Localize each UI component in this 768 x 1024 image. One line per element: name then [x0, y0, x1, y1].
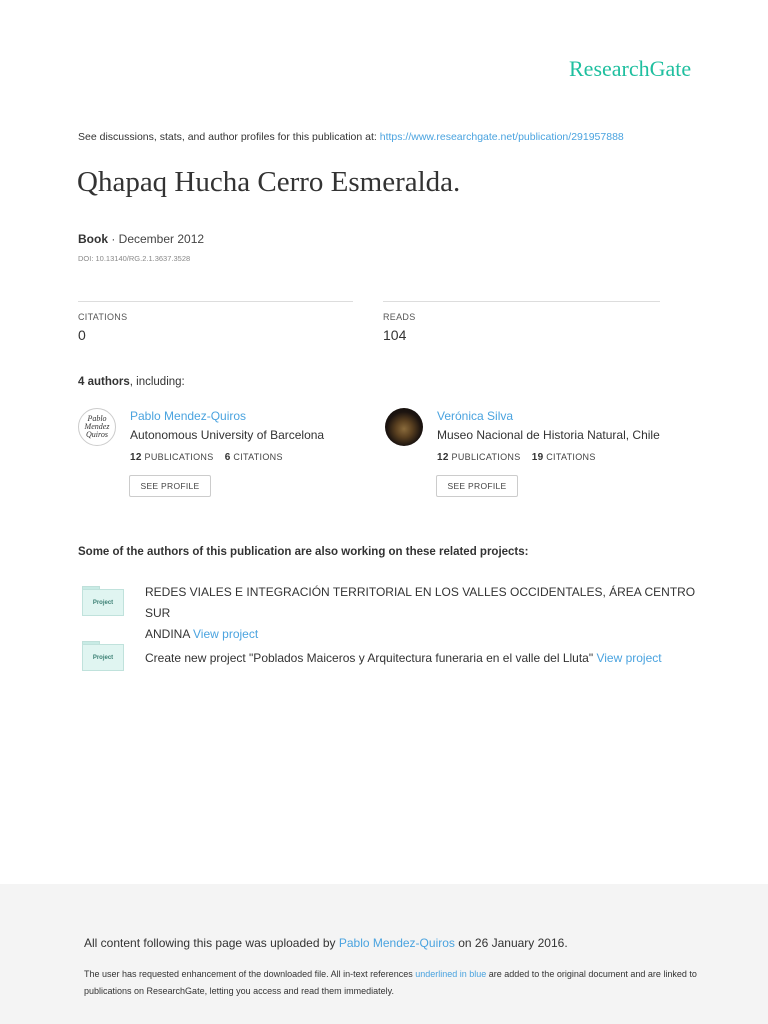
folder-label: Project: [82, 644, 124, 671]
author-citations-label: CITATIONS: [546, 452, 596, 462]
discussion-line: [78, 131, 624, 143]
author-publications-label: PUBLICATIONS: [144, 452, 214, 462]
view-project-link[interactable]: View project: [193, 627, 259, 641]
footer-panel: [0, 884, 768, 1024]
author-citations-label: CITATIONS: [233, 452, 283, 462]
citations-label: CITATIONS: [78, 312, 128, 322]
authors-count: 4 authors: [78, 376, 130, 388]
upload-notice: [84, 936, 568, 950]
view-project-link[interactable]: View project: [596, 651, 662, 665]
avatar-logo-text: Pablo Mendez Quiros: [84, 414, 110, 439]
enhancement-notice: [84, 966, 704, 1000]
notice-prefix: The user has requested enhancement of the downloaded file. All in-text references: [84, 969, 416, 979]
citations-value: 0: [78, 327, 86, 343]
avatar[interactable]: [385, 408, 423, 446]
author-publications-count: 12: [130, 452, 142, 463]
publication-date: · December 2012: [108, 232, 205, 246]
publication-type: Book: [78, 232, 108, 246]
publication-doi: DOI: 10.13140/RG.2.1.3637.3528: [78, 254, 191, 263]
related-projects-heading: Some of the authors of this publication are also working on these related projects:: [78, 546, 529, 558]
project-item-2: [145, 648, 662, 669]
author-stats: [130, 452, 283, 463]
project-item-1: [145, 582, 705, 645]
project-folder-icon[interactable]: [82, 641, 124, 671]
researchgate-logo[interactable]: ResearchGate: [569, 56, 692, 81]
notice-link-sample: underlined in blue: [415, 969, 487, 979]
author-stats: [437, 452, 596, 463]
author-citations-count: 6: [224, 452, 231, 463]
reads-divider: [383, 301, 660, 302]
publication-url-link[interactable]: https://www.researchgate.net/publication/291957888: [379, 131, 624, 143]
notice-suffix: are added to the original document and are linked to publications on ResearchGate, letting you access and read them immediately.: [84, 969, 697, 996]
author-name-link[interactable]: Verónica Silva: [437, 409, 514, 423]
project-title-line2: ANDINA: [145, 627, 194, 641]
uploader-link[interactable]: Pablo Mendez-Quiros: [338, 936, 455, 950]
publication-meta: [78, 232, 204, 246]
author-institution: Museo Nacional de Historia Natural, Chile: [437, 428, 660, 442]
avatar[interactable]: [78, 408, 116, 446]
author-institution: Autonomous University of Barcelona: [130, 428, 325, 442]
author-publications-label: PUBLICATIONS: [451, 452, 521, 462]
author-publications-count: 12: [437, 452, 449, 463]
authors-suffix: , including:: [129, 376, 185, 388]
see-profile-button[interactable]: SEE PROFILE: [436, 475, 518, 497]
upload-prefix: All content following this page was uploaded by: [84, 936, 339, 950]
project-title: Create new project "Poblados Maiceros y Arquitectura funeraria en el valle del Lluta": [145, 651, 597, 665]
folder-label: Project: [82, 589, 124, 616]
see-profile-button[interactable]: SEE PROFILE: [129, 475, 211, 497]
citations-divider: [78, 301, 353, 302]
author-card-2: [385, 408, 685, 504]
author-name-link[interactable]: Pablo Mendez-Quiros: [130, 409, 247, 423]
project-folder-icon[interactable]: [82, 586, 124, 616]
upload-suffix: on 26 January 2016.: [454, 936, 568, 950]
author-card-1: [78, 408, 378, 504]
discussion-text: See discussions, stats, and author profiles for this publication at:: [78, 131, 380, 143]
author-citations-count: 19: [531, 452, 544, 463]
publication-title: Qhapaq Hucha Cerro Esmeralda.: [77, 166, 461, 198]
reads-label: READS: [383, 312, 416, 322]
authors-heading: [78, 376, 185, 388]
project-title-line1: REDES VIALES E INTEGRACIÓN TERRITORIAL EN LOS VALLES OCCIDENTALES, ÁREA CENTRO SUR: [145, 585, 696, 620]
reads-value: 104: [383, 327, 407, 343]
